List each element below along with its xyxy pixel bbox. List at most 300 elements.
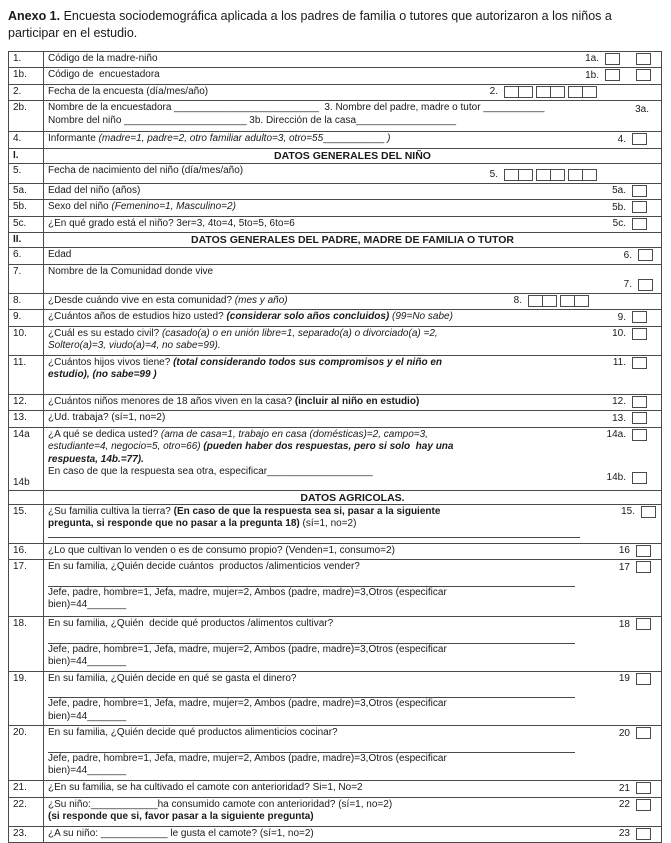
text-line: En su familia, ¿Quién decide cuántos productos /alimenticios vender? xyxy=(48,561,360,573)
answer-cell xyxy=(618,133,647,145)
row-number-top: 5. xyxy=(13,164,22,176)
answer-box-group xyxy=(605,53,620,65)
answer-box xyxy=(632,412,647,424)
question-text xyxy=(44,310,661,326)
answer-box-group xyxy=(632,328,647,340)
row-number-top: 2. xyxy=(13,85,22,97)
row-number-top: I. xyxy=(13,149,19,161)
form-row xyxy=(9,726,661,781)
form-row xyxy=(9,132,661,149)
page-title xyxy=(8,8,662,42)
answer-label: 11. xyxy=(612,357,626,369)
form-row xyxy=(9,781,661,798)
text-line: En su familia, ¿Quién decide qué productos /alimentos cultivar? xyxy=(48,618,334,630)
text-line: Sexo del niño (Femenino=1, Masculino=2) xyxy=(48,201,236,213)
answer-box-group xyxy=(568,86,597,98)
answer-box-group xyxy=(605,69,620,81)
row-number xyxy=(9,310,44,326)
answer-cell xyxy=(607,429,647,441)
row-number-top: 5c. xyxy=(13,217,27,229)
row-number xyxy=(9,411,44,427)
answer-box-group xyxy=(638,249,653,261)
answer-cell xyxy=(619,561,651,573)
text-line: ¿En su familia, se ha cultivado el camote con anterioridad? Si=1, No=2 xyxy=(48,782,363,794)
answer-label: 18 xyxy=(618,618,630,630)
row-number xyxy=(9,617,44,671)
text-line: ¿En qué grado está el niño? 3er=3, 4to=4, 5to=5, 6to=6 xyxy=(48,217,295,229)
row-number xyxy=(9,52,44,68)
question-text xyxy=(44,101,661,131)
answer-box xyxy=(632,185,647,197)
answer-box-group xyxy=(636,782,651,794)
row-number-top: 4. xyxy=(13,133,22,145)
form-row xyxy=(9,395,661,412)
question-text xyxy=(44,52,661,68)
row-number xyxy=(9,395,44,411)
answer-box xyxy=(568,169,583,181)
answer-box xyxy=(504,169,519,181)
answer-cell xyxy=(619,799,651,811)
answer-box xyxy=(518,86,533,98)
answer-box-group xyxy=(632,218,647,230)
question-text xyxy=(44,68,661,84)
row-number-top: 13. xyxy=(13,412,27,424)
section-title: DATOS AGRICOLAS. xyxy=(300,491,405,504)
answer-label: 7. xyxy=(623,279,632,291)
row-number xyxy=(9,294,44,310)
row-number-top: 15. xyxy=(13,505,27,517)
form-row xyxy=(9,85,661,102)
form-row xyxy=(9,617,661,672)
row-number-top: 7. xyxy=(13,265,22,277)
answer-label: 5b. xyxy=(612,201,626,213)
answer-label: 13. xyxy=(612,412,626,424)
answer-box xyxy=(605,53,620,65)
answer-label: 15. xyxy=(621,506,635,518)
form-row xyxy=(9,52,661,69)
answer-cell xyxy=(619,727,651,739)
question-text xyxy=(44,544,661,560)
form-row xyxy=(9,217,661,234)
section-title: DATOS GENERALES DEL PADRE, MADRE DE FAMILIA O TUTOR xyxy=(191,234,514,247)
answer-label: 2. xyxy=(489,86,498,98)
answer-label: 6. xyxy=(623,249,632,261)
answer-box xyxy=(641,506,656,518)
text-line: Jefe, padre, hombre=1, Jefa, madre, mujer=2, Ambos (padre, madre)=3,Otros (especificar xyxy=(48,752,447,764)
question-text xyxy=(44,560,661,616)
row-number-top: 23. xyxy=(13,827,27,839)
section-row xyxy=(9,233,661,248)
text-line: Nombre del niño ______________________ 3b. Dirección de la casa__________________ xyxy=(48,114,457,126)
form-row xyxy=(9,310,661,327)
row-number-top: 1. xyxy=(13,52,22,64)
form-row xyxy=(9,544,661,561)
answer-box xyxy=(536,86,551,98)
question-text xyxy=(44,505,661,543)
answer-box-group xyxy=(632,429,647,441)
row-number xyxy=(9,327,44,355)
answer-label: 17 xyxy=(618,561,630,573)
row-number xyxy=(9,560,44,616)
question-text xyxy=(44,798,661,826)
answer-label: 9. xyxy=(617,311,626,323)
answer-label: 1b. xyxy=(585,69,599,81)
row-number-top: 16. xyxy=(13,544,27,556)
form-row xyxy=(9,327,661,356)
row-number xyxy=(9,544,44,560)
answer-cell xyxy=(612,201,647,213)
form-row xyxy=(9,265,661,294)
row-number xyxy=(9,428,44,490)
form-row xyxy=(9,164,661,184)
answer-box xyxy=(504,86,519,98)
answer-box xyxy=(636,69,651,81)
answer-box-group xyxy=(636,618,651,630)
answer-box-group xyxy=(638,279,653,291)
answer-blank-line xyxy=(48,740,575,753)
answer-label: 20 xyxy=(618,727,630,739)
row-number xyxy=(9,248,44,264)
answer-box xyxy=(542,295,557,307)
text-line: Soltero(a)=3, viudo(a)=4, no sabe=99). xyxy=(48,340,221,352)
question-text xyxy=(44,827,661,843)
row-number-top: 18. xyxy=(13,618,27,630)
question-text xyxy=(44,184,661,200)
section-row xyxy=(9,149,661,164)
text-line: bien)=44_______ xyxy=(48,765,127,777)
answer-box xyxy=(638,249,653,261)
form-row xyxy=(9,411,661,428)
answer-label: 1a. xyxy=(585,53,599,65)
answer-cell xyxy=(612,185,647,197)
answer-cell xyxy=(635,104,655,115)
answer-box xyxy=(518,169,533,181)
text-line: Código de encuestadora xyxy=(48,69,160,81)
row-number xyxy=(9,356,44,394)
answer-box xyxy=(568,86,583,98)
form-row xyxy=(9,101,661,132)
answer-box xyxy=(632,328,647,340)
answer-box-group xyxy=(568,169,597,181)
answer-cell xyxy=(619,782,651,794)
answer-box-group xyxy=(528,295,557,307)
form-row xyxy=(9,356,661,395)
row-number xyxy=(9,233,44,247)
answer-box xyxy=(632,201,647,213)
answer-cell xyxy=(585,69,651,81)
row-number-top: 12. xyxy=(13,395,27,407)
row-number xyxy=(9,798,44,826)
answer-cell xyxy=(619,545,651,557)
row-number xyxy=(9,217,44,233)
answer-box xyxy=(636,561,651,573)
text-line: ¿Desde cuándo vive en esta comunidad? (mes y año) xyxy=(48,294,288,306)
answer-label: 10. xyxy=(612,328,626,340)
text-line: bien)=44_______ xyxy=(48,656,127,668)
text-line: ¿Su familia cultiva la tierra? (En caso de que la respuesta sea si, pasar a la siguiente xyxy=(48,505,441,517)
answer-label: 3a. xyxy=(635,104,649,116)
answer-box-group xyxy=(632,412,647,424)
answer-box xyxy=(636,53,651,65)
text-line: ¿A su niño: ____________ le gusta el camote? (sí=1, no=2) xyxy=(48,827,314,839)
text-line: bien)=44_______ xyxy=(48,710,127,722)
answer-blank-line xyxy=(48,631,575,644)
answer-box-group xyxy=(632,311,647,323)
question-text xyxy=(44,428,661,490)
form-row xyxy=(9,827,661,843)
row-number-top: 19. xyxy=(13,672,27,684)
form-row xyxy=(9,200,661,217)
answer-cell xyxy=(613,357,647,369)
row-number xyxy=(9,149,44,163)
row-number-top: II. xyxy=(13,234,22,246)
answer-box xyxy=(582,86,597,98)
answer-box-group xyxy=(536,86,565,98)
answer-box xyxy=(550,169,565,181)
row-number-top: 5b. xyxy=(13,201,27,213)
answer-box-group xyxy=(636,727,651,739)
row-number-top: 17. xyxy=(13,561,27,573)
question-text xyxy=(44,217,661,233)
answer-box xyxy=(632,311,647,323)
question-text xyxy=(44,356,661,394)
text-line: Edad del niño (años) xyxy=(48,184,141,196)
row-number-bottom: 14b xyxy=(13,476,30,488)
question-text xyxy=(44,132,661,148)
row-number-top: 10. xyxy=(13,327,27,339)
answer-cell xyxy=(514,295,589,307)
answer-box xyxy=(528,295,543,307)
row-number-top: 6. xyxy=(13,249,22,261)
row-number-top: 14a xyxy=(13,428,30,440)
answer-box xyxy=(632,429,647,441)
answer-blank-line xyxy=(48,685,575,698)
text-line: Nombre de la encuestadora __________________________ 3. Nombre del padre, madre o tutor ___________ xyxy=(48,102,545,114)
text-line: ¿Cuántos años de estudios hizo usted? (considerar solo años concluidos) (99=No sabe) xyxy=(48,311,453,323)
text-line: Jefe, padre, hombre=1, Jefa, madre, mujer=2, Ambos (padre, madre)=3,Otros (especificar xyxy=(48,698,447,710)
text-line: En su familia, ¿Quién decide qué productos alimenticios cocinar? xyxy=(48,727,338,739)
text-line: Informante (madre=1, padre=2, otro familiar adulto=3, otro=55___________ ) xyxy=(48,133,391,145)
text-line: Código de la madre-niño xyxy=(48,52,158,64)
row-number-top: 8. xyxy=(13,294,22,306)
answer-box xyxy=(636,618,651,630)
answer-label: 21 xyxy=(618,782,630,794)
row-number xyxy=(9,505,44,543)
row-number-top: 5a. xyxy=(13,184,27,196)
answer-box-group xyxy=(636,69,651,81)
row-number xyxy=(9,85,44,101)
answer-box xyxy=(632,133,647,145)
question-text xyxy=(44,672,661,726)
question-text xyxy=(44,395,661,411)
form-row xyxy=(9,672,661,727)
row-number-top: 9. xyxy=(13,311,22,323)
question-text xyxy=(44,200,661,216)
text-line: estudio), (no sabe=99 ) xyxy=(48,369,157,381)
answer-box xyxy=(632,357,647,369)
text-line: ¿Cuál es su estado civil? (casado(a) o en unión libre=1, separado(a) o divorciado(a) =2, xyxy=(48,327,438,339)
answer-label: 14a. xyxy=(606,429,626,441)
text-line: estudiante=4, negocio=5, otro=66) (pueden haber dos respuestas, pero si solo hay una xyxy=(48,441,454,453)
answer-label: 16 xyxy=(618,545,630,557)
row-number-top: 21. xyxy=(13,782,27,794)
answer-box xyxy=(636,828,651,840)
answer-box xyxy=(605,69,620,81)
row-number-top: 11. xyxy=(13,356,27,368)
answer-box-group xyxy=(536,169,565,181)
answer-label: 19 xyxy=(618,673,630,685)
answer-box xyxy=(574,295,589,307)
answer-cell xyxy=(612,396,647,408)
answer-box-group xyxy=(632,185,647,197)
answer-box-group xyxy=(636,53,651,65)
answer-box xyxy=(560,295,575,307)
answer-box-group xyxy=(504,86,533,98)
answer-label: 5. xyxy=(489,169,498,181)
answer-box-group xyxy=(632,357,647,369)
answer-label: 22 xyxy=(618,799,630,811)
answer-box xyxy=(636,545,651,557)
question-text xyxy=(44,327,661,355)
text-line: Edad xyxy=(48,249,72,261)
row-number-top: 2b. xyxy=(13,102,27,114)
text-line: ¿Cuántos hijos vivos tiene? (total considerando todos sus compromisos y el niño en xyxy=(48,356,443,368)
answer-label: 8. xyxy=(513,295,522,307)
answer-cell xyxy=(624,249,653,261)
answer-box xyxy=(582,169,597,181)
answer-label: 23 xyxy=(618,828,630,840)
question-text xyxy=(44,411,661,427)
answer-box xyxy=(636,727,651,739)
answer-box-group xyxy=(636,545,651,557)
text-line: Fecha de nacimiento del niño (día/mes/año) xyxy=(48,164,244,176)
row-number xyxy=(9,265,44,293)
answer-box xyxy=(636,673,651,685)
answer-cell xyxy=(490,169,597,181)
answer-box xyxy=(638,279,653,291)
answer-box-group xyxy=(632,201,647,213)
form-row xyxy=(9,505,661,544)
form-row xyxy=(9,798,661,827)
text-line: Fecha de la encuesta (día/mes/año) xyxy=(48,85,209,97)
title-text: Encuesta sociodemográfica aplicada a los padres de familia o tutores que autorizaron a los niños a participar en el estudio. xyxy=(8,9,612,40)
question-text xyxy=(44,781,661,797)
answer-label: 12. xyxy=(612,396,626,408)
answer-box-group xyxy=(632,472,647,484)
row-number xyxy=(9,101,44,131)
text-line: ¿Lo que cultivan lo venden o es de consumo propio? (Venden=1, consumo=2) xyxy=(48,544,395,556)
row-number xyxy=(9,781,44,797)
row-number-top: 22. xyxy=(13,798,27,810)
answer-box-group xyxy=(560,295,589,307)
answer-box xyxy=(632,218,647,230)
section-title: DATOS GENERALES DEL NIÑO xyxy=(274,149,431,162)
question-text xyxy=(44,265,661,293)
answer-cell xyxy=(619,618,651,630)
question-text xyxy=(44,726,661,780)
text-line: En caso de que la respuesta sea otra, especificar___________________ xyxy=(48,466,373,478)
answer-label: 5c. xyxy=(612,218,626,230)
answer-cell xyxy=(619,673,651,685)
answer-cell xyxy=(607,472,647,484)
answer-cell xyxy=(619,828,651,840)
text-line: Jefe, padre, hombre=1, Jefa, madre, mujer=2, Ambos (padre, madre)=3,Otros (especificar xyxy=(48,643,447,655)
survey-form-table xyxy=(8,51,662,843)
form-row xyxy=(9,428,661,491)
text-line: bien)=44_______ xyxy=(48,599,127,611)
answer-box-group xyxy=(632,396,647,408)
form-row xyxy=(9,184,661,201)
form-row xyxy=(9,294,661,311)
answer-box-group xyxy=(636,561,651,573)
row-number xyxy=(9,827,44,843)
answer-box xyxy=(632,472,647,484)
answer-cell xyxy=(613,218,647,230)
answer-cell xyxy=(624,279,653,291)
answer-box xyxy=(536,169,551,181)
answer-blank-line xyxy=(48,531,580,538)
answer-box-group xyxy=(636,673,651,685)
section-row xyxy=(9,491,661,505)
form-row xyxy=(9,248,661,265)
title-prefix: Anexo 1. xyxy=(8,9,61,23)
text-line: respuesta, 14b.=77). xyxy=(48,453,144,465)
text-line: En su familia, ¿Quién decide en qué se gasta el dinero? xyxy=(48,672,297,684)
answer-box-group xyxy=(636,799,651,811)
answer-box-group xyxy=(504,169,533,181)
text-line: ¿Cuántos niños menores de 18 años viven en la casa? (incluir al niño en estudio) xyxy=(48,395,420,407)
row-number xyxy=(9,726,44,780)
answer-cell xyxy=(621,506,656,518)
row-number xyxy=(9,184,44,200)
text-line: (si responde que si, favor pasar a la siguiente pregunta) xyxy=(48,811,314,823)
answer-box-group xyxy=(632,133,647,145)
answer-label: 5a. xyxy=(612,185,626,197)
form-row xyxy=(9,560,661,617)
text-line: pregunta, si responde que no pasar a la pregunta 18) (sí=1, no=2) xyxy=(48,518,357,530)
answer-box-group xyxy=(641,506,656,518)
form-row xyxy=(9,68,661,85)
answer-label: 4. xyxy=(617,133,626,145)
row-number-top: 1b. xyxy=(13,69,27,81)
answer-cell xyxy=(585,53,651,65)
row-number-top: 20. xyxy=(13,727,27,739)
question-text xyxy=(44,248,661,264)
answer-label: 14b. xyxy=(606,472,626,484)
row-number xyxy=(9,200,44,216)
row-number xyxy=(9,68,44,84)
answer-box xyxy=(550,86,565,98)
text-line: ¿Su niño:____________ha consumido camote con anterioridad? (sí=1, no=2) xyxy=(48,798,393,810)
row-number xyxy=(9,672,44,726)
answer-cell xyxy=(490,86,597,98)
text-line: Jefe, padre, hombre=1, Jefa, madre, mujer=2, Ambos (padre, madre)=3,Otros (especificar xyxy=(48,586,447,598)
answer-cell xyxy=(618,311,647,323)
answer-box xyxy=(632,396,647,408)
row-number xyxy=(9,491,44,504)
answer-cell xyxy=(612,412,647,424)
row-number xyxy=(9,164,44,183)
text-line: ¿A qué se dedica usted? (ama de casa=1, trabajo en casa (domésticas)=2, campo=3, xyxy=(48,428,428,440)
row-number xyxy=(9,132,44,148)
answer-box-group xyxy=(636,828,651,840)
text-line: Nombre de la Comunidad donde vive xyxy=(48,265,214,277)
answer-blank-line xyxy=(48,574,575,587)
text-line: ¿Ud. trabaja? (sí=1, no=2) xyxy=(48,412,166,424)
answer-box xyxy=(636,799,651,811)
question-text xyxy=(44,617,661,671)
answer-cell xyxy=(612,328,647,340)
